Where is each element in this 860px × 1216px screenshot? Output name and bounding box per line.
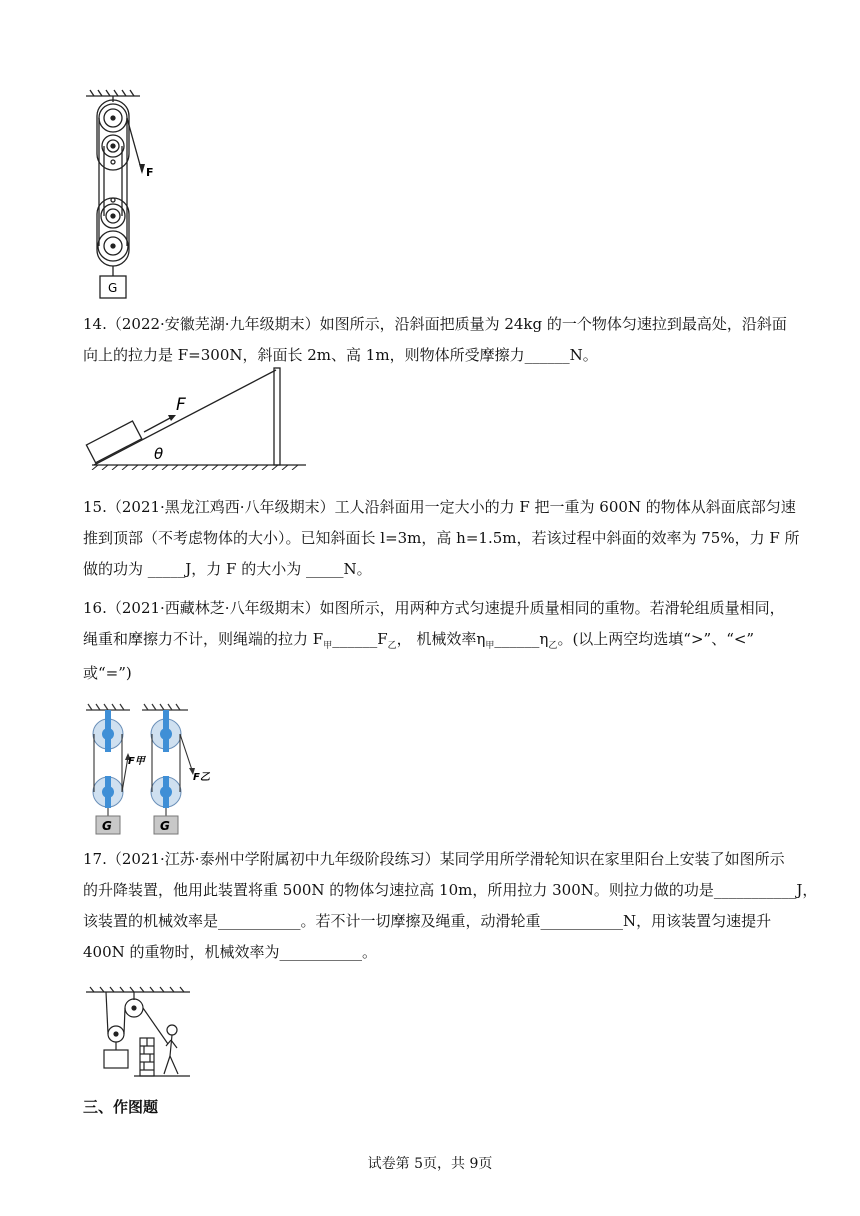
fig14-force-label: F [176, 395, 186, 415]
fig16-weight-a-label: G [102, 819, 112, 833]
pulley-block-figure [84, 88, 154, 303]
q16-line-1: 16.（2021·西藏林芝·八年级期末）如图所示，用两种方式匀速提升质量相同的重物。若滑轮组质量相同， [83, 599, 785, 617]
question-16 [83, 593, 783, 689]
q16-line-3: 或“=”) [83, 664, 132, 682]
q17-line-1: 17.（2021·江苏·泰州中学附属初中九年级阶段练习）某同学用所学滑轮知识在家里阳台上安装了如图所示 [83, 850, 785, 868]
q17-line-3: 该装置的机械效率是___________。若不计一切摩擦及绳重，动滑轮重___________N，用该装置匀速提升 [83, 912, 772, 930]
two-pulley-systems-figure [84, 702, 219, 836]
question-15 [83, 492, 800, 585]
q15-line-1: 15.（2021·黑龙江鸡西·八年级期末）工人沿斜面用一定大小的力 F 把一重为 600N 的物体从斜面底部匀速 [83, 498, 796, 516]
q14-line-2: 向上的拉力是 F=300N，斜面长 2m、高 1m，则物体所受摩擦力______N。 [83, 346, 598, 364]
q15-line-2: 推到顶部（不考虑物体的大小）。已知斜面长 l=3m，高 h=1.5m，若该过程中斜面的效率为 75%，力 F 所 [83, 529, 800, 547]
q15-line-3: 做的功为 _____J，力 F 的大小为 _____N。 [83, 560, 372, 578]
q17-line-4: 400N 的重物时，机械效率为___________。 [83, 943, 378, 961]
balcony-lift-figure [84, 986, 194, 1082]
section-heading: 三、作图题 [83, 1098, 159, 1116]
q17-line-2: 的升降装置，他用此装置将重 500N 的物体匀速拉高 10m，所用拉力 300N。则拉力做的功是___________J， [83, 881, 818, 899]
fig13-force-label: F [146, 166, 154, 179]
fig14-angle-label: θ [154, 445, 164, 463]
fig16-weight-b-label: G [160, 819, 170, 833]
question-17 [83, 844, 818, 968]
fig16-force-a-label: F甲 [128, 756, 145, 767]
page-footer: 试卷第 5页，共 9页 [367, 1156, 493, 1172]
fig13-weight-label: G [108, 281, 118, 295]
fig16-force-b-label: F乙 [193, 772, 210, 783]
incline-figure [84, 360, 314, 470]
q16-line-2: 绳重和摩擦力不计，则绳端的拉力 $F_甲\_\_\_\_\_\_F_乙$， 机械效率$\eta_甲\_\_\_\_\_\_\eta_乙$。(以上两空均选填“>”、“<” [83, 630, 755, 651]
q14-line-1: 14.（2022·安徽芜湖·九年级期末）如图所示，沿斜面把质量为 24kg 的一个物体匀速拉到最高处，沿斜面 [83, 315, 787, 333]
